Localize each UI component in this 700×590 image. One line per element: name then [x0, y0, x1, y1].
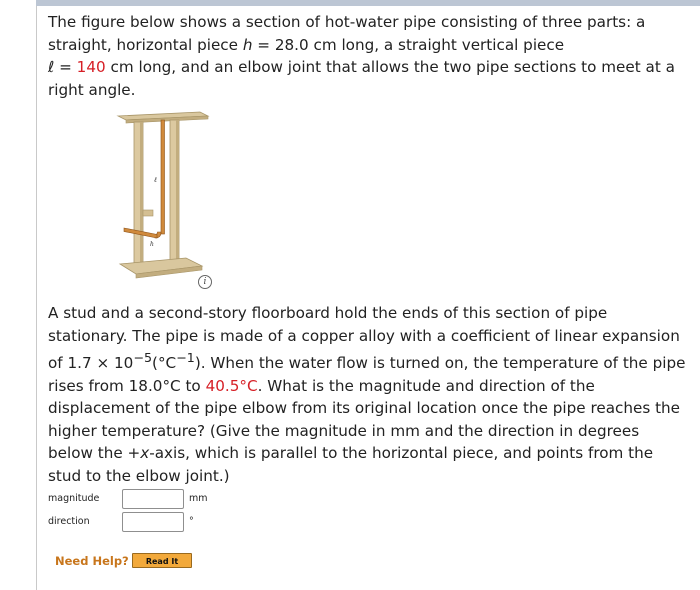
stud-block	[143, 210, 153, 216]
need-help-label: Need Help?	[55, 554, 129, 568]
h-label: h	[150, 241, 154, 248]
magnitude-label: magnitude	[48, 493, 100, 504]
ell-value: 140	[76, 58, 106, 76]
magnitude-unit: mm	[189, 493, 208, 504]
direction-input[interactable]	[122, 512, 184, 532]
temp-high: 40.5°C	[205, 376, 258, 395]
direction-label: direction	[48, 516, 90, 527]
problem-body: A stud and a second-story floorboard hold the ends of this section of pipe stationary. The pipe is made of a copper alloy with a coefficient of linear expansion of $1.7 \times 10^{-5}(^\circ C^{-1})$. When the water flow is turned on, the temperature of the pipe rises from 18.0°C to 40.5°C. What is the magnitude and direction of the displacement of the pipe elbow from its original location once the pipe reaches the higher temperature? (Give the magnitude in mm and the direction in degrees below the +x-axis, which is parallel to the horizontal piece, and points from the stud to the elbow joint.)	[48, 304, 686, 485]
vertical-pipe	[161, 120, 165, 234]
magnitude-input[interactable]	[122, 489, 184, 509]
info-icon[interactable]: i	[198, 275, 212, 289]
pipe-figure	[112, 110, 222, 282]
ell-label: ℓ	[154, 176, 157, 184]
read-it-button[interactable]: Read It	[132, 553, 192, 568]
problem-intro: The figure below shows a section of hot-water pipe consisting of three parts: a straight, horizontal piece h = 28.0 cm long, a straight vertical piece ℓ = 140 cm long, and an elbow joint that allows the two pipe sections to meet at a right angle.	[48, 13, 675, 99]
direction-unit: °	[189, 516, 194, 527]
